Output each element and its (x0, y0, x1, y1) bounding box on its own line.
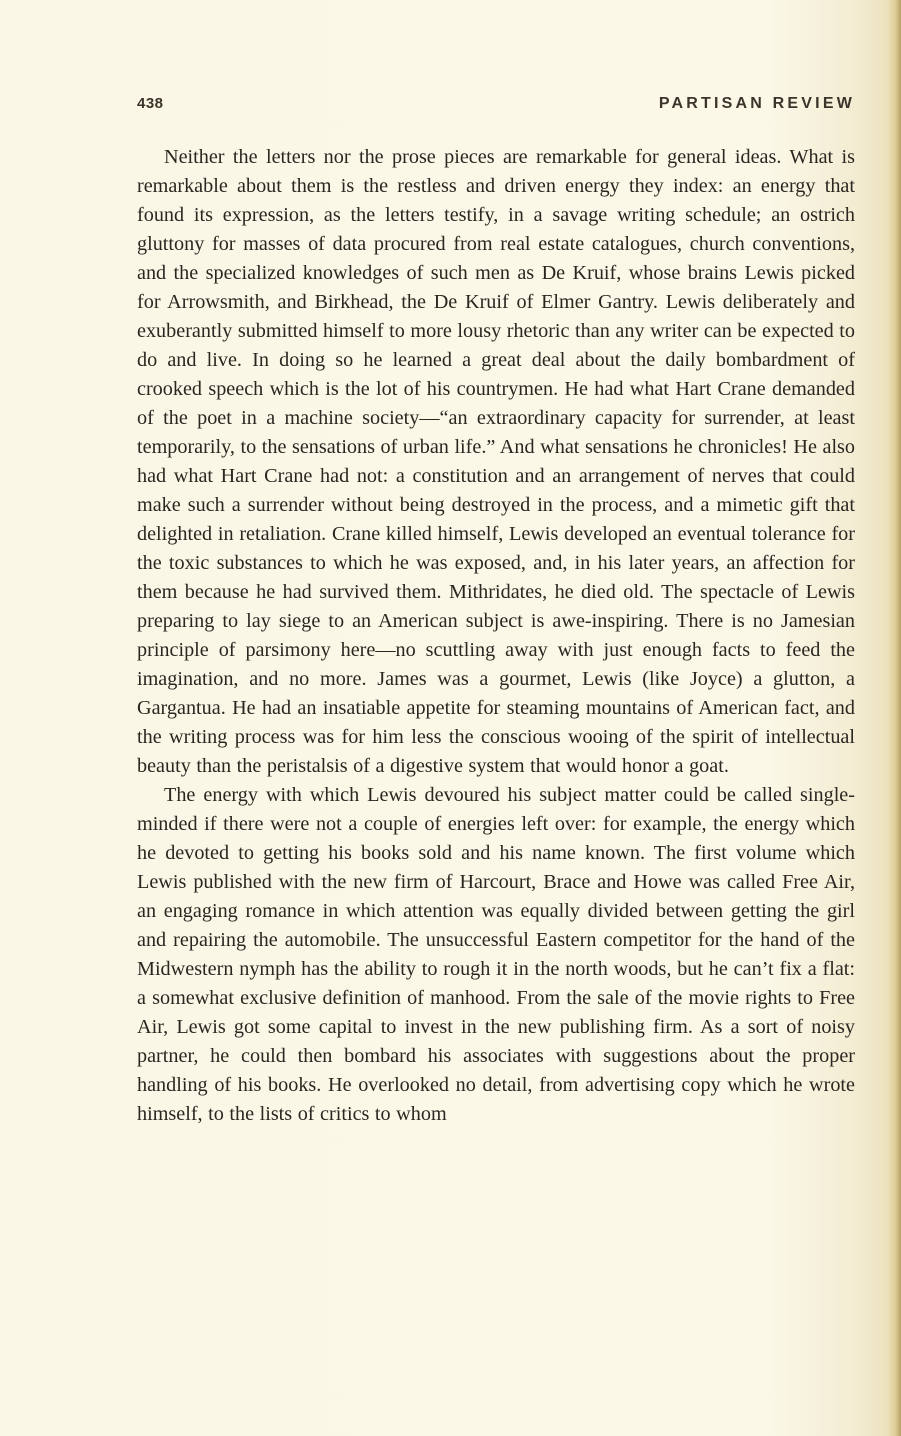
paragraph: The energy with which Lewis devoured his subject matter could be called single-minded if there were not a couple of energies left over: for example, the energy which he devoted to getting his books sold and his name known. The first volume which Lewis published with the new firm of Harcourt, Brace and Howe was called Free Air, an engaging romance in which attention was equally divided between getting the girl and repairing the automobile. The unsuccessful Eastern competitor for the hand of the Midwestern nymph has the ability to rough it in the north woods, but he can’t fix a flat: a somewhat exclusive definition of manhood. From the sale of the movie rights to Free Air, Lewis got some capital to invest in the new publishing firm. As a sort of noisy partner, he could then bombard his associates with suggestions about the proper handling of his books. He overlooked no detail, from advertising copy which he wrote himself, to the lists of critics to whom (137, 784, 855, 1125)
paragraph: Neither the letters nor the prose pieces are remarkable for general ideas. What is remarkable about them is the restless and driven energy they index: an energy that found its expression, as the letters testify, in a savage writing schedule; an ostrich gluttony for masses of data procured from real estate catalogues, church conventions, and the specialized knowledges of such men as De Kruif, whose brains Lewis picked for Arrowsmith, and Birkhead, the De Kruif of Elmer Gantry. Lewis deliberately and exuberantly submitted himself to more lousy rhetoric than any writer can be expected to do and live. In doing so he learned a great deal about the daily bombardment of crooked speech which is the lot of his countrymen. He had what Hart Crane demanded of the poet in a machine society—“an extraordinary capacity for surrender, at least temporarily, to the sensations of urban life.” And what sensations he chronicles! He also had what Hart Crane had not: a constitution and an arrangement of nerves that could make such a surrender without being destroyed in the process, and a mimetic gift that delighted in retaliation. Crane killed himself, Lewis developed an eventual tolerance for the toxic substances to which he was exposed, and, in his later years, an affection for them because he had survived them. Mithridates, he died old. The spectacle of Lewis preparing to lay siege to an American subject is awe-inspiring. There is no Jamesian principle of parsimony here—no scuttling away with just enough facts to feed the imagination, and no more. James was a gourmet, Lewis (like Joyce) a glutton, a Gargantua. He had an insatiable appetite for steaming mountains of American fact, and the writing process was for him less the conscious wooing of the spirit of intellectual beauty than the peristalsis of a digestive system that would honor a goat. (137, 146, 855, 777)
body-text (137, 143, 855, 1129)
page-edge-shadow (887, 0, 901, 1436)
page-header (137, 95, 855, 117)
running-head: PARTISAN REVIEW (658, 95, 855, 112)
page-number: 438 (137, 95, 164, 112)
